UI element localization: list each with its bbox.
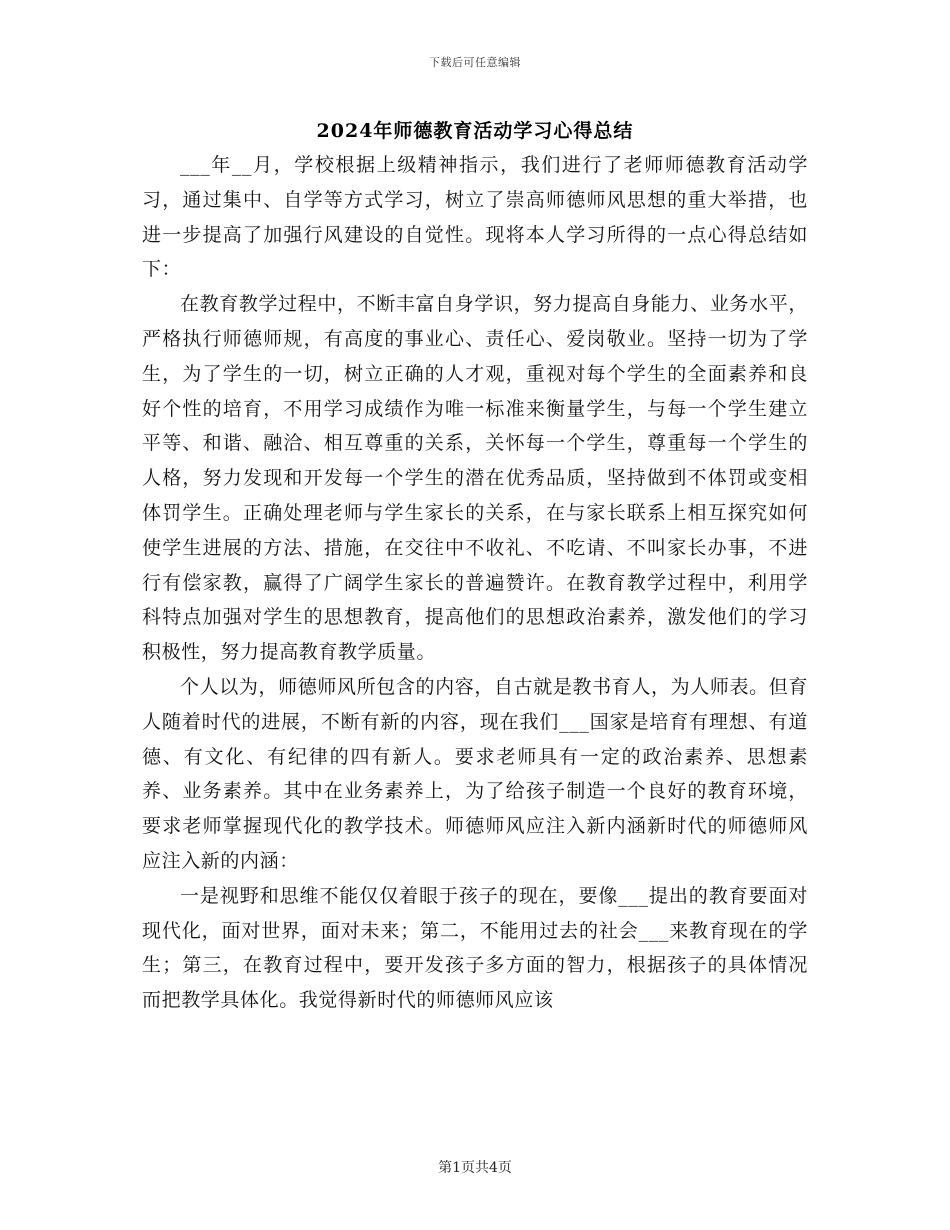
paragraph-intro: ___年__月，学校根据上级精神指示，我们进行了老师师德教育活动学习，通过集中、自学等方式学习，树立了崇高师德师风思想的重大举措，也进一步提高了加强行风建设的自觉性。现将本人学习所得的一点心得总结如下： (142, 154, 808, 281)
paragraph-points: 一是视野和思维不能仅仅着眼于孩子的现在，要像___提出的教育要面对现代化，面对世界，面对未来；第二，不能用过去的社会___来教育现在的学生；第三，在教育过程中，要开发孩子多方面的智力，根据孩子的具体情况而把教学具体化。我觉得新时代的师德师风应该 (142, 884, 808, 1012)
header-note: 下载后可任意编辑 (429, 56, 521, 69)
paragraph-teaching: 在教育教学过程中，不断丰富自身学识，努力提高自身能力、业务水平，严格执行师德师规，有高度的事业心、责任心、爱岗敬业。坚持一切为了学生，为了学生的一切，树立正确的人才观，重视对每个学生的全面素养和良好个性的培育，不用学习成绩作为唯一标准来衡量学生，与每一个学生建立平等、和谐、融洽、相互尊重的关系，关怀每一个学生，尊重每一个学生的人格，努力发现和开发每一个学生的潜在优秀品质，坚持做到不体罚或变相体罚学生。正确处理老师与学生家长的关系，在与家长联系上相互探究如何使学生进展的方法、措施，在交往中不收礼、不吃请、不叫家长办事，不进行有偿家教，赢得了广阔学生家长的普遍赞许。在教育教学过程中，利用学科特点加强对学生的思想教育，提高他们的思想政治素养，激发他们的学习积极性，努力提高教育教学质量。 (142, 293, 808, 664)
document-title: 2024年师德教育活动学习心得总结 (316, 120, 634, 142)
paragraph-opinion: 个人以为，师德师风所包含的内容，自古就是教书育人，为人师表。但育人随着时代的进展，不断有新的内容，现在我们___国家是培育有理想、有道德、有文化、有纪律的四有新人。要求老师具有一定的政治素养、思想素养、业务素养。其中在业务素养上，为了给孩子制造一个良好的教育环境，要求老师掌握现代化的教学技术。师德师风应注入新内涵新时代的师德师风应注入新的内涵： (142, 675, 808, 872)
document-body (142, 148, 808, 1018)
page-number-footer: 第1页共4页 (438, 1160, 512, 1176)
